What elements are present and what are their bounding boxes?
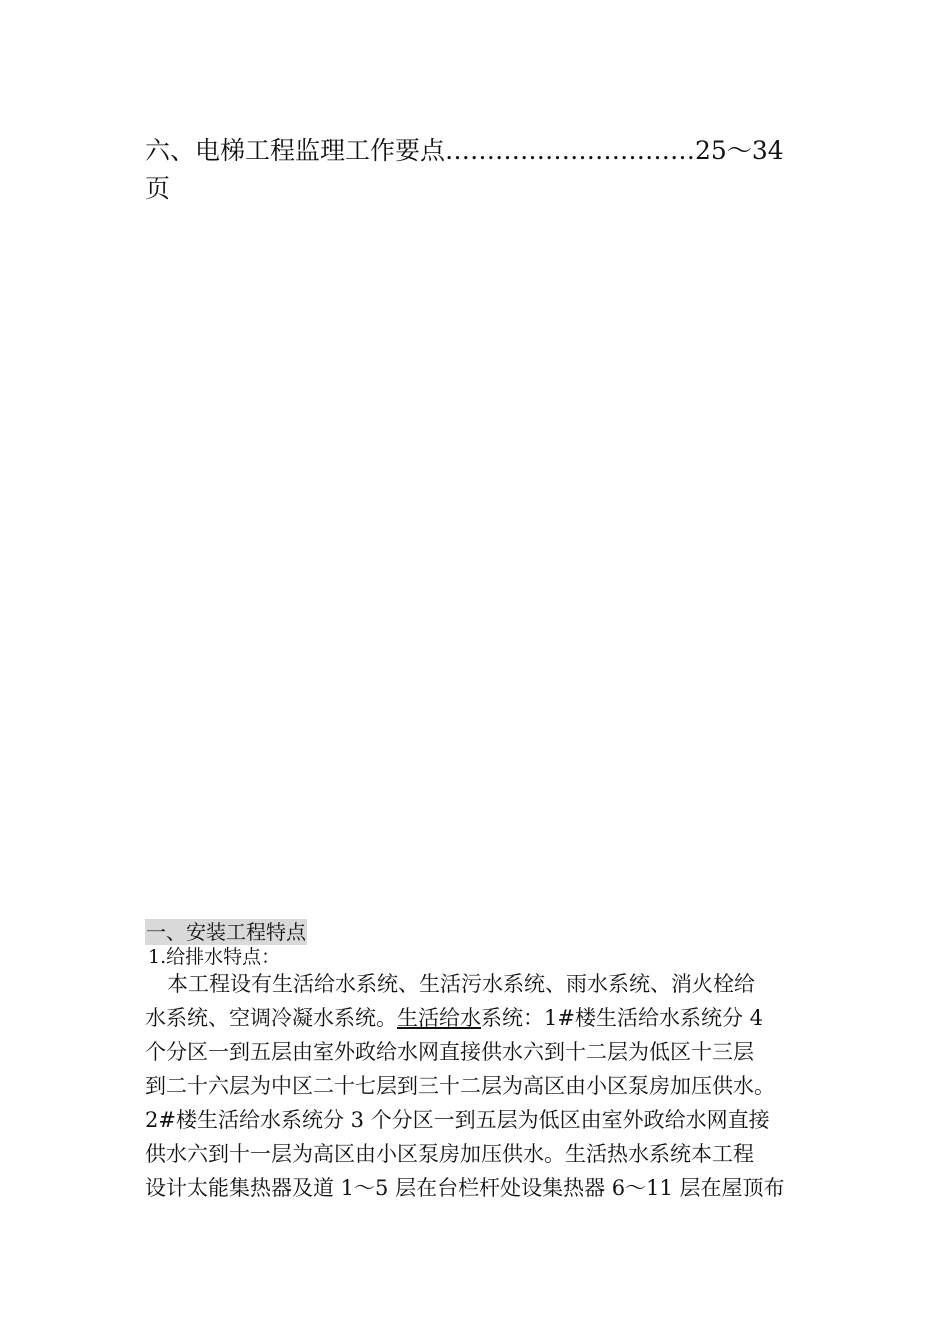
body-line-4: 到二十六层为中区二十七层到三十二层为高区由小区泵房加压供水。	[145, 1074, 775, 1098]
body-line-2-start: 水系统、空调冷凝水系统。	[145, 1006, 397, 1030]
body-line-3: 个分区一到五层由室外政给水网直接供水六到十二层为低区十三层	[145, 1040, 754, 1064]
underlined-term: 生活给水	[397, 1006, 481, 1030]
body-line-7: 设计太能集热器及道 1～5 层在台栏杆处设集热器 6～11 层在屋顶布	[145, 1176, 785, 1200]
body-line-5: 2#楼生活给水系统分 3 个分区一到五层为低区由室外政给水网直接	[145, 1108, 770, 1132]
body-line-2	[145, 1001, 825, 1035]
body-line-6: 供水六到十一层为高区由小区泵房加压供水。生活热水系统本工程	[145, 1142, 754, 1166]
section-heading: 一、安装工程特点	[146, 920, 306, 944]
subsection-heading: 1.给排水特点：	[148, 946, 281, 968]
body-paragraph	[145, 967, 825, 1205]
body-line-1: 本工程设有生活给水系统、生活污水系统、雨水系统、消火栓给	[167, 972, 755, 996]
body-line-2-end: 系统：1#楼生活给水系统分 4	[481, 1006, 763, 1030]
toc-entry-page-suffix: 页	[145, 174, 171, 203]
toc-entry-elevator: 六、电梯工程监理工作要点…………………………25～34	[145, 136, 784, 165]
